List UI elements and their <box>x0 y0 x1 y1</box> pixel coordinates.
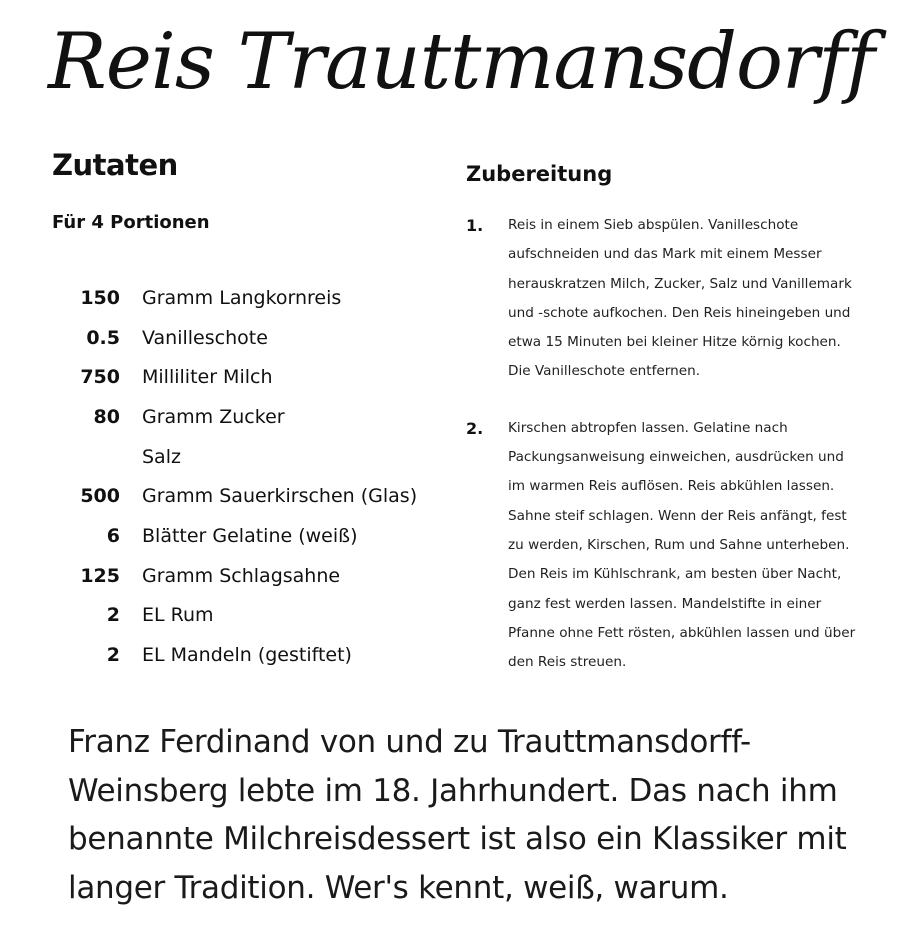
ingredient-row <box>52 516 442 556</box>
ingredient-quantity: 0.5 <box>86 326 120 349</box>
ingredient-quantity: 2 <box>106 644 120 667</box>
preparation-steps <box>466 211 858 704</box>
ingredient-name: Salz <box>142 445 181 468</box>
ingredient-row <box>52 357 442 397</box>
ingredient-name: Milliliter Milch <box>142 366 273 389</box>
ingredient-name: Blätter Gelatine (weiß) <box>142 524 358 547</box>
preparation-step <box>466 414 858 678</box>
ingredient-row <box>52 397 442 437</box>
ingredient-quantity: 150 <box>80 286 120 309</box>
ingredient-row <box>52 318 442 358</box>
ingredient-list <box>52 278 442 675</box>
step-text: Reis in einem Sieb abspülen. Vanilleschote aufschneiden und das Mark mit einem Messer herauskratzen Milch, Zucker, Salz und Vanillemark und -schote aufkochen. Den Reis hineingeben und etwa 15 Minuten bei kleiner Hitze körnig kochen. Die Vanilleschote entfernen. <box>508 217 852 380</box>
ingredient-name: Gramm Langkornreis <box>142 286 342 309</box>
intro-paragraph: Franz Ferdinand von und zu Trauttmansdorff-Weinsberg lebte im 18. Jahrhundert. Das nach ihm benannte Milchreisdessert ist also ein Klassiker mit langer Tradition. Wer's kennt, weiß, warum. <box>68 724 847 906</box>
ingredient-row <box>52 635 442 675</box>
ingredient-name: Vanilleschote <box>142 326 268 349</box>
ingredient-quantity: 125 <box>80 564 120 587</box>
ingredient-name: Gramm Schlagsahne <box>142 564 341 587</box>
step-number: 2. <box>466 418 484 438</box>
ingredient-name: Gramm Sauerkirschen (Glas) <box>142 485 418 508</box>
ingredient-name: EL Mandeln (gestiftet) <box>142 644 352 667</box>
ingredient-row <box>52 278 442 318</box>
ingredients-heading: Zutaten <box>52 148 178 182</box>
ingredient-name: EL Rum <box>142 604 214 627</box>
recipe-title: Reis Trauttmansdorff <box>48 17 875 107</box>
ingredient-quantity: 6 <box>106 524 120 547</box>
ingredient-quantity: 500 <box>80 485 120 508</box>
ingredient-row <box>52 476 442 516</box>
ingredient-row <box>52 596 442 636</box>
portions-label: Für 4 Portionen <box>52 212 210 233</box>
ingredient-row <box>52 556 442 596</box>
preparation-heading: Zubereitung <box>466 162 613 186</box>
preparation-step <box>466 211 858 387</box>
ingredient-quantity: 2 <box>106 604 120 627</box>
ingredient-quantity: 80 <box>93 405 120 428</box>
ingredient-row <box>52 437 442 477</box>
ingredient-name: Gramm Zucker <box>142 405 285 428</box>
step-number: 1. <box>466 216 484 235</box>
step-text: Kirschen abtropfen lassen. Gelatine nach Packungsanweisung einweichen, ausdrücken und im warmen Reis auflösen. Reis abkühlen lassen. Sahne steif schlagen. Wenn der Reis anfängt, fest zu werden, Kirschen, Rum und Sahne unterheben. Den Reis im Kühlschrank, am besten über Nacht, ganz fest werden lassen. Mandelstifte in einer Pfanne ohne Fett rösten, abkühlen lassen und über den Reis streuen. <box>508 419 856 671</box>
ingredient-quantity: 750 <box>80 366 120 389</box>
